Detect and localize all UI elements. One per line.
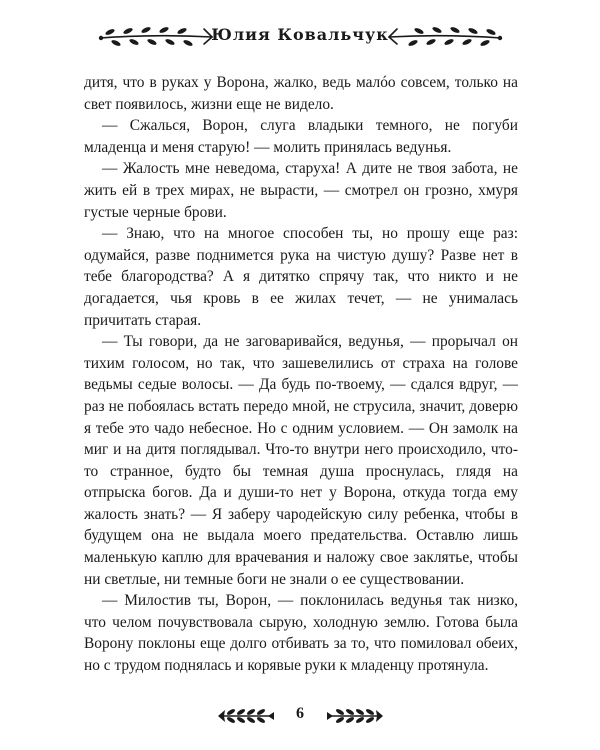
page-header: [0, 16, 600, 56]
page-footer: [0, 702, 600, 730]
running-head-author: Юлия Ковальчук: [211, 25, 389, 44]
paragraph: — Жалость мне неведома, старуха! А дите не твоя забота, не жить ей в трех мирах, не вырасти, — смотрел он грозно, хмуря густые черные брови.: [84, 160, 518, 221]
paragraph: — Милостив ты, Ворон, — поклонилась ведунья так низко, что челом почувствовала сырую, холодную землю. Готова была Ворону поклоны еще долго отбивать за то, что помиловал обеих, но с трудом поднялась и корявые руки к младенцу протянула.: [84, 592, 518, 675]
paragraph: — Ты говори, да не заговаривайся, ведунья, — прорычал он тихим голосом, но так, что зашевелились от страха на голове ведьмы седые волосы. — Да будь по-твоему, — сдался вдруг, — раз не побоялась встать передо мной, не струсила, значит, доверю я тебе это чадо небесное. Но с одним условием. — Он замолк на миг и на дитя поглядывал. Что-то внутри него происходило, что-то странное, будто бы темная душа проснулась, глядя на отпрыска богов. Да и души-то нет у Ворона, откуда тогда ему жалость знать? — Я заберу чародейскую силу ребенка, чтобы в будущем она не выдала моего предательства. Оставлю лишь маленькую каплю для врачевания и наложу свое заклятье, чтобы ни светлые, ни темные боги не знали о ее существовании.: [84, 333, 518, 588]
branch-ornament-icon: [385, 22, 505, 52]
paragraph: — Знаю, что на многое способен ты, но прошу еще раз: одумайся, разве поднимется рука на чистую душу? Разве нет в тебе благородства? А я дитятко спрячу так, что никто и не догадается, чья кровь в ее жилах течет, — не унималась причитать старая.: [84, 225, 518, 329]
leaf-ornament-icon: [325, 706, 385, 726]
page-number: 6: [296, 705, 304, 722]
paragraph: — Сжалься, Ворон, слуга владыки темного, не погуби младенца и меня старую! — молить принялась ведунья.: [84, 117, 518, 156]
text-body: [84, 72, 518, 677]
paragraph: дитя, что в руках у Ворона, жалко, ведь малóо совсем, только на свет появилось, жизни еще не видело.: [84, 74, 518, 113]
